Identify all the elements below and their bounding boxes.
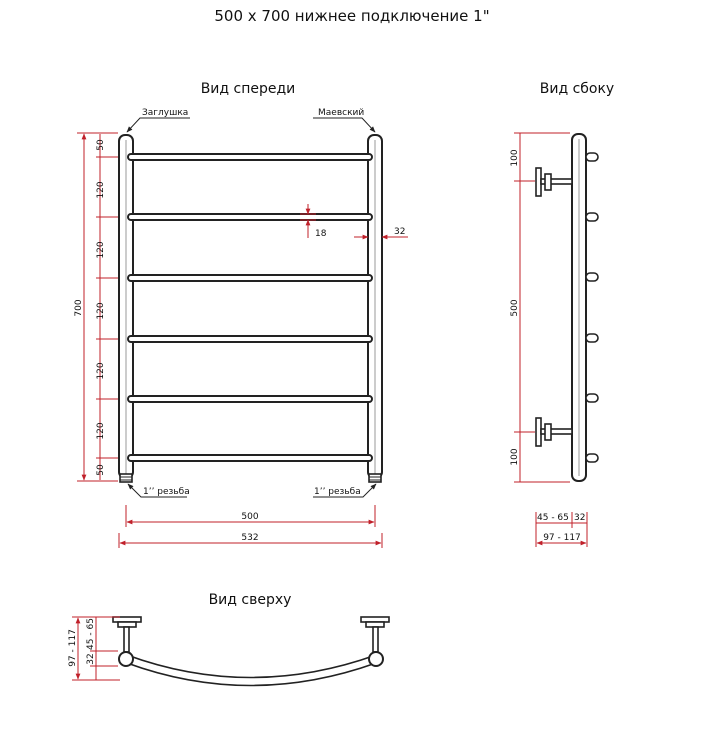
- side-dim-bottom-mount: 100: [510, 448, 520, 466]
- dim-spacing-1: 120: [96, 181, 106, 199]
- dim-total-height: 700: [74, 299, 84, 317]
- top-left-post: [119, 652, 133, 666]
- side-rung-5: [586, 394, 598, 402]
- side-view-heading: Вид сбоку: [539, 81, 615, 97]
- dim-spacing-3: 120: [96, 302, 106, 320]
- dim-spacing-4: 120: [96, 362, 106, 380]
- front-view: [74, 81, 408, 548]
- top-dim-post: 32: [86, 653, 96, 665]
- rung-1: [128, 154, 372, 160]
- dim-spacing-5: 120: [96, 422, 106, 440]
- dim-top-offset: 50: [96, 139, 106, 151]
- top-view: [68, 592, 389, 686]
- side-rung-1: [586, 153, 598, 161]
- dim-bottom-offset: 50: [96, 464, 106, 476]
- right-thread: [369, 474, 381, 482]
- dim-spacing-2: 120: [96, 241, 106, 259]
- side-rung-2: [586, 213, 598, 221]
- side-rung-3: [586, 273, 598, 281]
- top-right-rod: [373, 627, 378, 652]
- side-dim-post: 32: [574, 513, 586, 523]
- left-thread: [120, 474, 132, 482]
- rung-5: [128, 396, 372, 402]
- top-view-heading: Вид сверху: [208, 592, 292, 608]
- side-dim-offset: 45 - 65: [537, 513, 569, 523]
- dim-width-centers: 500: [241, 512, 259, 522]
- rung-6: [128, 455, 372, 461]
- drawing-title: 500 х 700 нижнее подключение 1": [214, 7, 490, 25]
- side-dim-top-mount: 100: [510, 149, 520, 167]
- side-dim-depth: 97 - 117: [543, 533, 581, 543]
- rung-4: [128, 336, 372, 342]
- side-rung-6: [586, 454, 598, 462]
- mayevsky-label: Маевский: [318, 108, 365, 118]
- thread-left-label: 1’’ резьба: [143, 487, 190, 497]
- dim-post-diameter: 32: [394, 227, 406, 237]
- rung-2: [128, 214, 372, 220]
- thread-right-label: 1’’ резьба: [314, 487, 361, 497]
- top-dim-offset: 45 - 65: [86, 618, 96, 650]
- dim-width-overall: 532: [241, 533, 259, 543]
- top-left-rod: [124, 627, 129, 652]
- dim-rung-diameter: 18: [315, 229, 327, 239]
- side-rung-4: [586, 334, 598, 342]
- top-right-post: [369, 652, 383, 666]
- side-view: [510, 81, 614, 547]
- side-dim-mount-span: 500: [510, 299, 520, 317]
- top-dim-depth: 97 - 117: [68, 629, 78, 667]
- rung-3: [128, 275, 372, 281]
- plug-label: Заглушка: [142, 108, 189, 118]
- top-curved-rung: [127, 655, 376, 686]
- front-view-heading: Вид спереди: [200, 81, 296, 97]
